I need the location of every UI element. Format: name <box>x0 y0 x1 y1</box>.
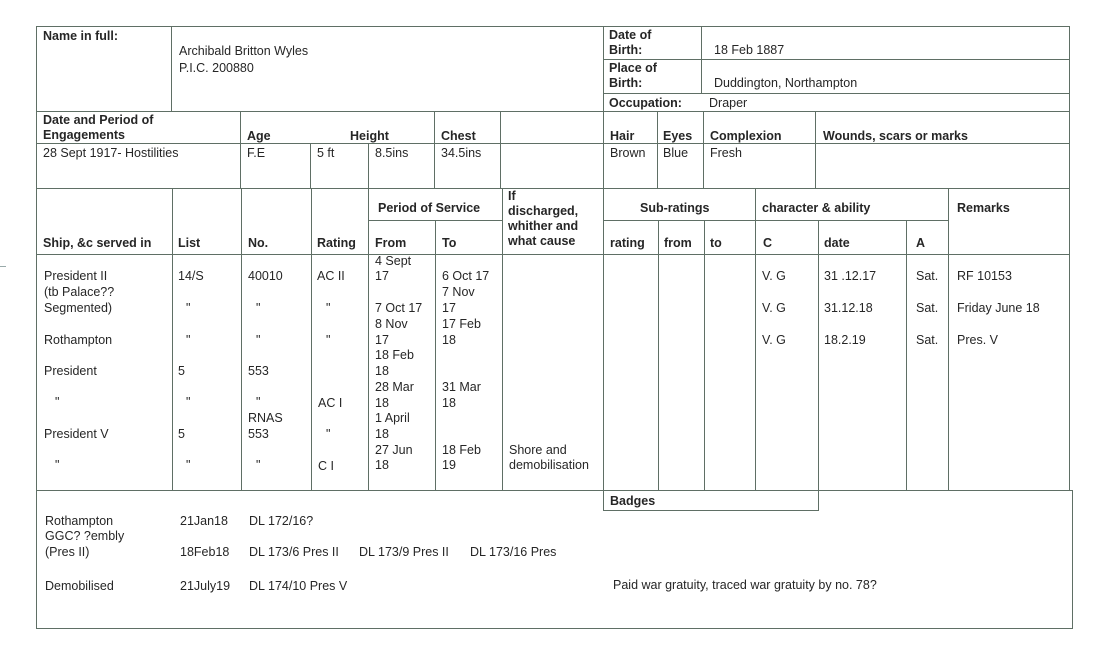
table-cell: Sat. <box>916 269 939 283</box>
table-cell: 553 <box>248 427 269 441</box>
dob-value: 18 Feb 1887 <box>714 43 785 57</box>
table-cell: " <box>256 333 261 347</box>
table-cell: 27 Jun <box>375 443 413 457</box>
table-cell: " <box>55 458 60 472</box>
table-cell: 17 Feb <box>442 317 481 331</box>
rule <box>603 93 1069 94</box>
badges-label: Badges <box>610 494 656 508</box>
sub-to-header: to <box>710 236 722 250</box>
sub-rating-header: rating <box>610 236 645 250</box>
table-cell: 18 <box>375 427 389 441</box>
rule <box>815 111 816 188</box>
table-cell: President <box>44 364 97 378</box>
table-cell: 7 Oct 17 <box>375 301 423 315</box>
rule <box>171 26 172 112</box>
rule <box>502 188 503 491</box>
table-cell: " <box>186 333 191 347</box>
table-cell: 17 <box>375 269 389 283</box>
table-cell: " <box>256 395 261 409</box>
from-header: From <box>375 236 407 250</box>
table-cell: 8 Nov <box>375 317 408 331</box>
ship-header: Ship, &c served in <box>43 236 152 250</box>
table-cell: 18 <box>375 458 389 472</box>
name-label: Name in full: <box>43 29 119 43</box>
table-cell: 14/S <box>178 269 204 283</box>
rule <box>368 188 369 491</box>
rule <box>36 254 1070 255</box>
table-cell: C I <box>318 459 334 473</box>
table-cell: V. G <box>762 269 786 283</box>
table-cell: 18 <box>375 364 389 378</box>
rule <box>435 220 436 491</box>
table-cell: demobilisation <box>509 458 589 472</box>
table-cell: 28 Mar <box>375 380 414 394</box>
rule <box>500 111 501 188</box>
table-cell: Segmented) <box>44 301 113 315</box>
table-cell: 40010 <box>248 269 283 283</box>
engagement-label <box>43 113 153 143</box>
table-cell: " <box>186 301 191 315</box>
rule <box>703 111 704 188</box>
rule <box>311 188 312 491</box>
rating-header: Rating <box>317 236 356 250</box>
table-cell: 1 April <box>375 411 410 425</box>
table-cell: 4 Sept <box>375 254 412 268</box>
note-place: Rothampton <box>45 514 114 528</box>
table-cell: Sat. <box>916 333 939 347</box>
table-cell: V. G <box>762 333 786 347</box>
complexion-value: Fresh <box>710 146 742 160</box>
table-cell: RF 10153 <box>957 269 1012 283</box>
rule <box>704 220 705 491</box>
note-ref: DL 173/16 Pres <box>470 545 557 559</box>
date-header: date <box>824 236 850 250</box>
table-cell: 17 <box>442 301 456 315</box>
table-cell: AC II <box>317 269 345 283</box>
height-label: Height <box>350 129 389 143</box>
note-place: Demobilised <box>45 579 114 593</box>
table-cell: President II <box>44 269 108 283</box>
subratings-header: Sub-ratings <box>640 201 710 215</box>
table-cell: Pres. V <box>957 333 998 347</box>
eyes-value: Blue <box>663 146 689 160</box>
table-cell: President V <box>44 427 109 441</box>
pic-value: P.I.C. 200880 <box>179 61 254 75</box>
table-cell: 7 Nov <box>442 285 475 299</box>
rule <box>906 220 907 491</box>
table-cell: RNAS <box>248 411 283 425</box>
table-cell: 5 <box>178 427 185 441</box>
rule <box>36 628 1073 629</box>
discharged-header-line2: discharged, <box>508 204 579 218</box>
rule <box>603 510 818 511</box>
height-in-value: 8.5ins <box>375 146 409 160</box>
pob-label-line1: Place of <box>609 61 657 75</box>
table-cell: 18 <box>375 396 389 410</box>
rule <box>368 143 369 188</box>
rule <box>948 188 949 491</box>
table-cell: " <box>186 395 191 409</box>
table-cell: " <box>326 427 331 441</box>
character-header: character & ability <box>762 201 871 215</box>
chest-value: 34.5ins <box>441 146 482 160</box>
rule <box>241 188 242 491</box>
rule <box>310 143 311 188</box>
discharged-header-line1: If <box>508 189 516 203</box>
age-value: F.E <box>247 146 266 160</box>
table-cell: " <box>326 333 331 347</box>
to-header: To <box>442 236 457 250</box>
complexion-label: Complexion <box>710 129 782 143</box>
list-header: List <box>178 236 201 250</box>
table-cell: 17 <box>375 333 389 347</box>
sub-from-header: from <box>664 236 692 250</box>
remarks-header: Remarks <box>957 201 1010 215</box>
table-cell: AC I <box>318 396 343 410</box>
engagement-label-line2: Engagements <box>43 128 125 142</box>
rule <box>1072 490 1073 629</box>
table-cell: 31.12.18 <box>824 301 873 315</box>
table-cell: 18.2.19 <box>824 333 866 347</box>
table-cell: Sat. <box>916 301 939 315</box>
rule <box>1069 26 1070 491</box>
pob-value: Duddington, Northampton <box>714 76 858 90</box>
eyes-label: Eyes <box>663 129 693 143</box>
rule <box>603 26 604 510</box>
rule <box>701 26 702 93</box>
dob-label <box>609 28 651 58</box>
rule <box>240 111 241 188</box>
table-cell: " <box>326 301 331 315</box>
dob-label-line2: Birth: <box>609 43 643 57</box>
rule <box>172 188 173 491</box>
table-cell: 553 <box>248 364 269 378</box>
rule <box>755 188 756 491</box>
table-cell: 19 <box>442 458 456 472</box>
discharged-header <box>508 189 578 249</box>
note-date: 21Jan18 <box>180 514 228 528</box>
occupation-value: Draper <box>709 96 748 110</box>
table-cell: 18 <box>442 396 456 410</box>
note-place: GGC? ?embly <box>45 529 125 543</box>
period-header: Period of Service <box>378 201 481 215</box>
table-cell: 5 <box>178 364 185 378</box>
table-cell: 18 Feb <box>442 443 481 457</box>
pob-label-line2: Birth: <box>609 76 643 90</box>
no-header: No. <box>248 236 269 250</box>
note-ref: DL 174/10 Pres V <box>249 579 348 593</box>
rule <box>36 26 37 629</box>
age-label: Age <box>247 129 271 143</box>
gratuity-note: Paid war gratuity, traced war gratuity by no. 78? <box>613 578 877 592</box>
note-ref: DL 173/9 Pres II <box>359 545 449 559</box>
table-cell: " <box>256 301 261 315</box>
table-cell: V. G <box>762 301 786 315</box>
note-date: 18Feb18 <box>180 545 230 559</box>
rule <box>36 26 1069 27</box>
rule <box>36 490 1072 491</box>
name-value: Archibald Britton Wyles <box>179 44 309 58</box>
rule <box>36 111 1069 112</box>
table-cell: 31 .12.17 <box>824 269 877 283</box>
occupation-label: Occupation: <box>609 96 682 110</box>
table-cell: Friday June 18 <box>957 301 1040 315</box>
table-cell: 6 Oct 17 <box>442 269 490 283</box>
table-cell: Shore and <box>509 443 567 457</box>
discharged-header-line3: whither and <box>508 219 579 233</box>
c-header: C <box>763 236 773 250</box>
note-ref: DL 172/16? <box>249 514 314 528</box>
rule <box>658 220 659 491</box>
pob-label <box>609 61 657 91</box>
table-cell: " <box>186 458 191 472</box>
chest-label: Chest <box>441 129 476 143</box>
rule <box>657 111 658 188</box>
table-cell: (tb Palace?? <box>44 285 115 299</box>
table-cell: 31 Mar <box>442 380 481 394</box>
engagement-label-line1: Date and Period of <box>43 113 154 127</box>
engagement-value: 28 Sept 1917- Hostilities <box>43 146 179 160</box>
table-cell: 18 <box>442 333 456 347</box>
wounds-label: Wounds, scars or marks <box>823 129 968 143</box>
table-cell: 18 Feb <box>375 348 414 362</box>
rule <box>603 220 948 221</box>
margin-mark <box>0 266 6 267</box>
hair-value: Brown <box>610 146 646 160</box>
note-place: (Pres II) <box>45 545 90 559</box>
dob-label-line1: Date of <box>609 28 652 42</box>
rule <box>603 59 1069 60</box>
note-ref: DL 173/6 Pres II <box>249 545 339 559</box>
table-cell: Rothampton <box>44 333 113 347</box>
discharged-header-line4: what cause <box>508 234 576 248</box>
rule <box>818 220 819 511</box>
hair-label: Hair <box>610 129 635 143</box>
note-date: 21July19 <box>180 579 231 593</box>
a-header: A <box>916 236 926 250</box>
table-cell: " <box>256 458 261 472</box>
height-ft-value: 5 ft <box>317 146 335 160</box>
table-cell: " <box>55 395 60 409</box>
rule <box>434 111 435 188</box>
